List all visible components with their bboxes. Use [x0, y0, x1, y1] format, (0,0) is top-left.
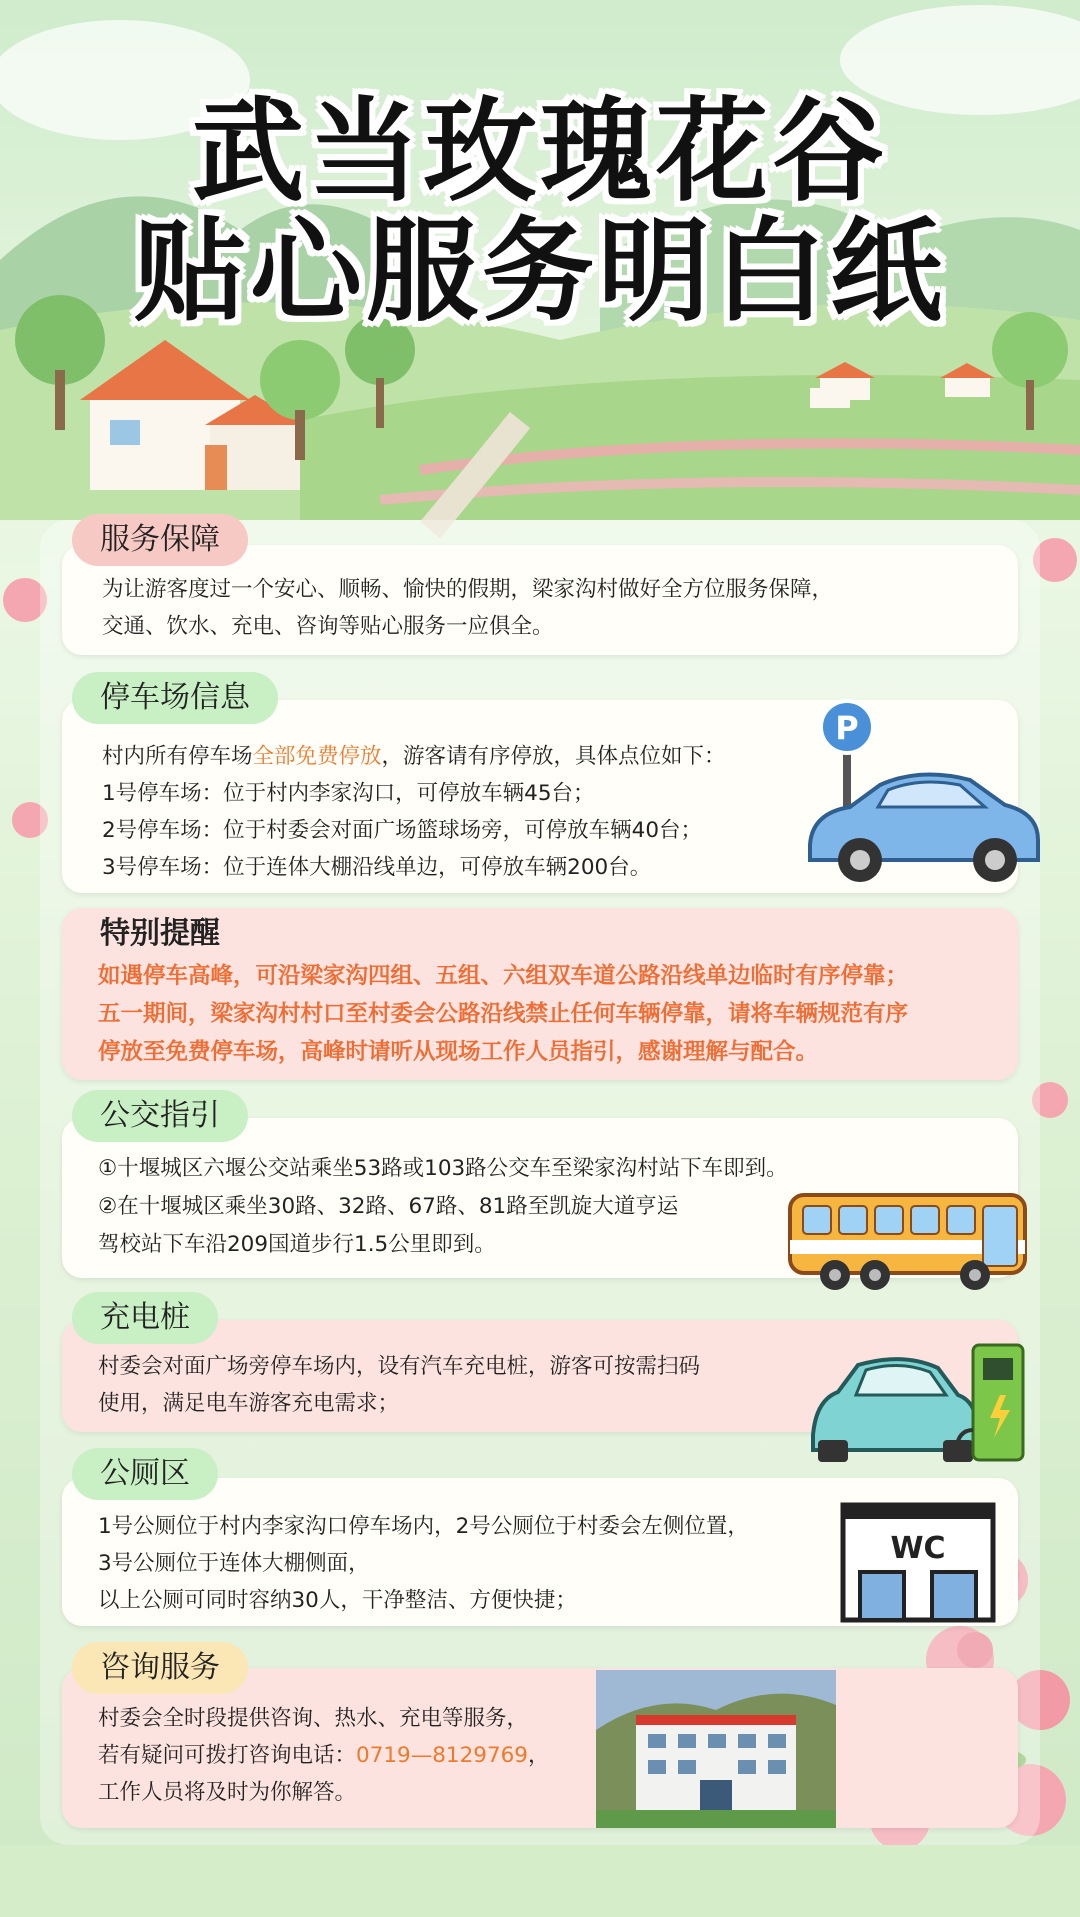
service-text-line1: 为让游客度过一个安心、顺畅、愉快的假期，梁家沟村做好全方位服务保障，	[102, 577, 834, 602]
page-title-line2: 贴心服务明白纸	[134, 207, 946, 337]
charging-label: 充电桩	[72, 1292, 218, 1344]
bus-route-2-cont: 驾校站下车沿209国道步行1.5公里即到。	[98, 1232, 496, 1257]
parking-lot-1: 1号停车场：位于村内李家沟口，可停放车辆45台；	[102, 781, 595, 806]
consult-line2-pre: 若有疑问可拨打咨询电话：	[98, 1743, 357, 1768]
bus-label: 公交指引	[72, 1090, 248, 1142]
consult-line3: 工作人员将及时为你解答。	[98, 1780, 357, 1805]
toilet-line2: 3号公厕位于连体大棚侧面，	[98, 1551, 370, 1576]
parking-intro-post: ，游客请有序停放，具体点位如下：	[381, 744, 726, 769]
charging-line2: 使用，满足电车游客充电需求；	[98, 1391, 400, 1416]
parking-label: 停车场信息	[72, 672, 278, 724]
village-office-photo	[596, 1670, 836, 1828]
wc-building-icon	[838, 1500, 998, 1625]
wc-sign-text: WC	[890, 1531, 946, 1566]
parking-lot-2: 2号停车场：位于村委会对面广场篮球场旁，可停放车辆40台；	[102, 818, 703, 843]
parking-free-highlight: 全部免费停放	[252, 744, 382, 769]
consult-label: 咨询服务	[72, 1642, 248, 1694]
page-title-line1: 武当玫瑰花谷	[192, 87, 888, 217]
consult-phone[interactable]: 0719—8129769	[356, 1743, 528, 1768]
bus-route-2: ②在十堰城区乘坐30路、32路、67路、81路至凯旋大道亨运	[98, 1194, 679, 1219]
ev-charging-icon	[808, 1340, 1038, 1465]
parking-sign-letter: P	[835, 709, 859, 747]
service-label: 服务保障	[72, 514, 248, 566]
reminder-line2: 五一期间，梁家沟村村口至村委会公路沿线禁止任何车辆停靠，请将车辆规范有序	[98, 1001, 909, 1027]
consult-line2-post: ，	[527, 1743, 550, 1768]
toilet-line3: 以上公厕可同时容纳30人，干净整洁、方便快捷；	[98, 1588, 577, 1613]
reminder-line1: 如遇停车高峰，可沿梁家沟四组、五组、六组双车道公路沿线单边临时有序停靠；	[98, 963, 909, 989]
consult-line1: 村委会全时段提供咨询、热水、充电等服务，	[98, 1706, 529, 1731]
bus-icon	[785, 1190, 1035, 1295]
parking-intro-pre: 村内所有停车场	[102, 744, 253, 769]
bus-route-1: ①十堰城区六堰公交站乘坐53路或103路公交车至梁家沟村站下车即到。	[98, 1156, 788, 1181]
parking-intro	[102, 738, 726, 775]
reminder-line3: 停放至免费停车场，高峰时请听从现场工作人员指引，感谢理解与配合。	[98, 1039, 819, 1065]
charging-line1: 村委会对面广场旁停车场内，设有汽车充电桩，游客可按需扫码	[98, 1354, 701, 1379]
service-text-line2: 交通、饮水、充电、咨询等贴心服务一应俱全。	[102, 614, 554, 639]
parking-car-icon	[800, 695, 1045, 890]
toilet-line1: 1号公厕位于村内李家沟口停车场内，2号公厕位于村委会左侧位置，	[98, 1514, 749, 1539]
consult-line2	[98, 1737, 550, 1774]
parking-lot-3: 3号停车场：位于连体大棚沿线单边，可停放车辆200台。	[102, 855, 652, 880]
reminder-label: 特别提醒	[100, 916, 220, 951]
toilet-label: 公厕区	[72, 1448, 218, 1500]
